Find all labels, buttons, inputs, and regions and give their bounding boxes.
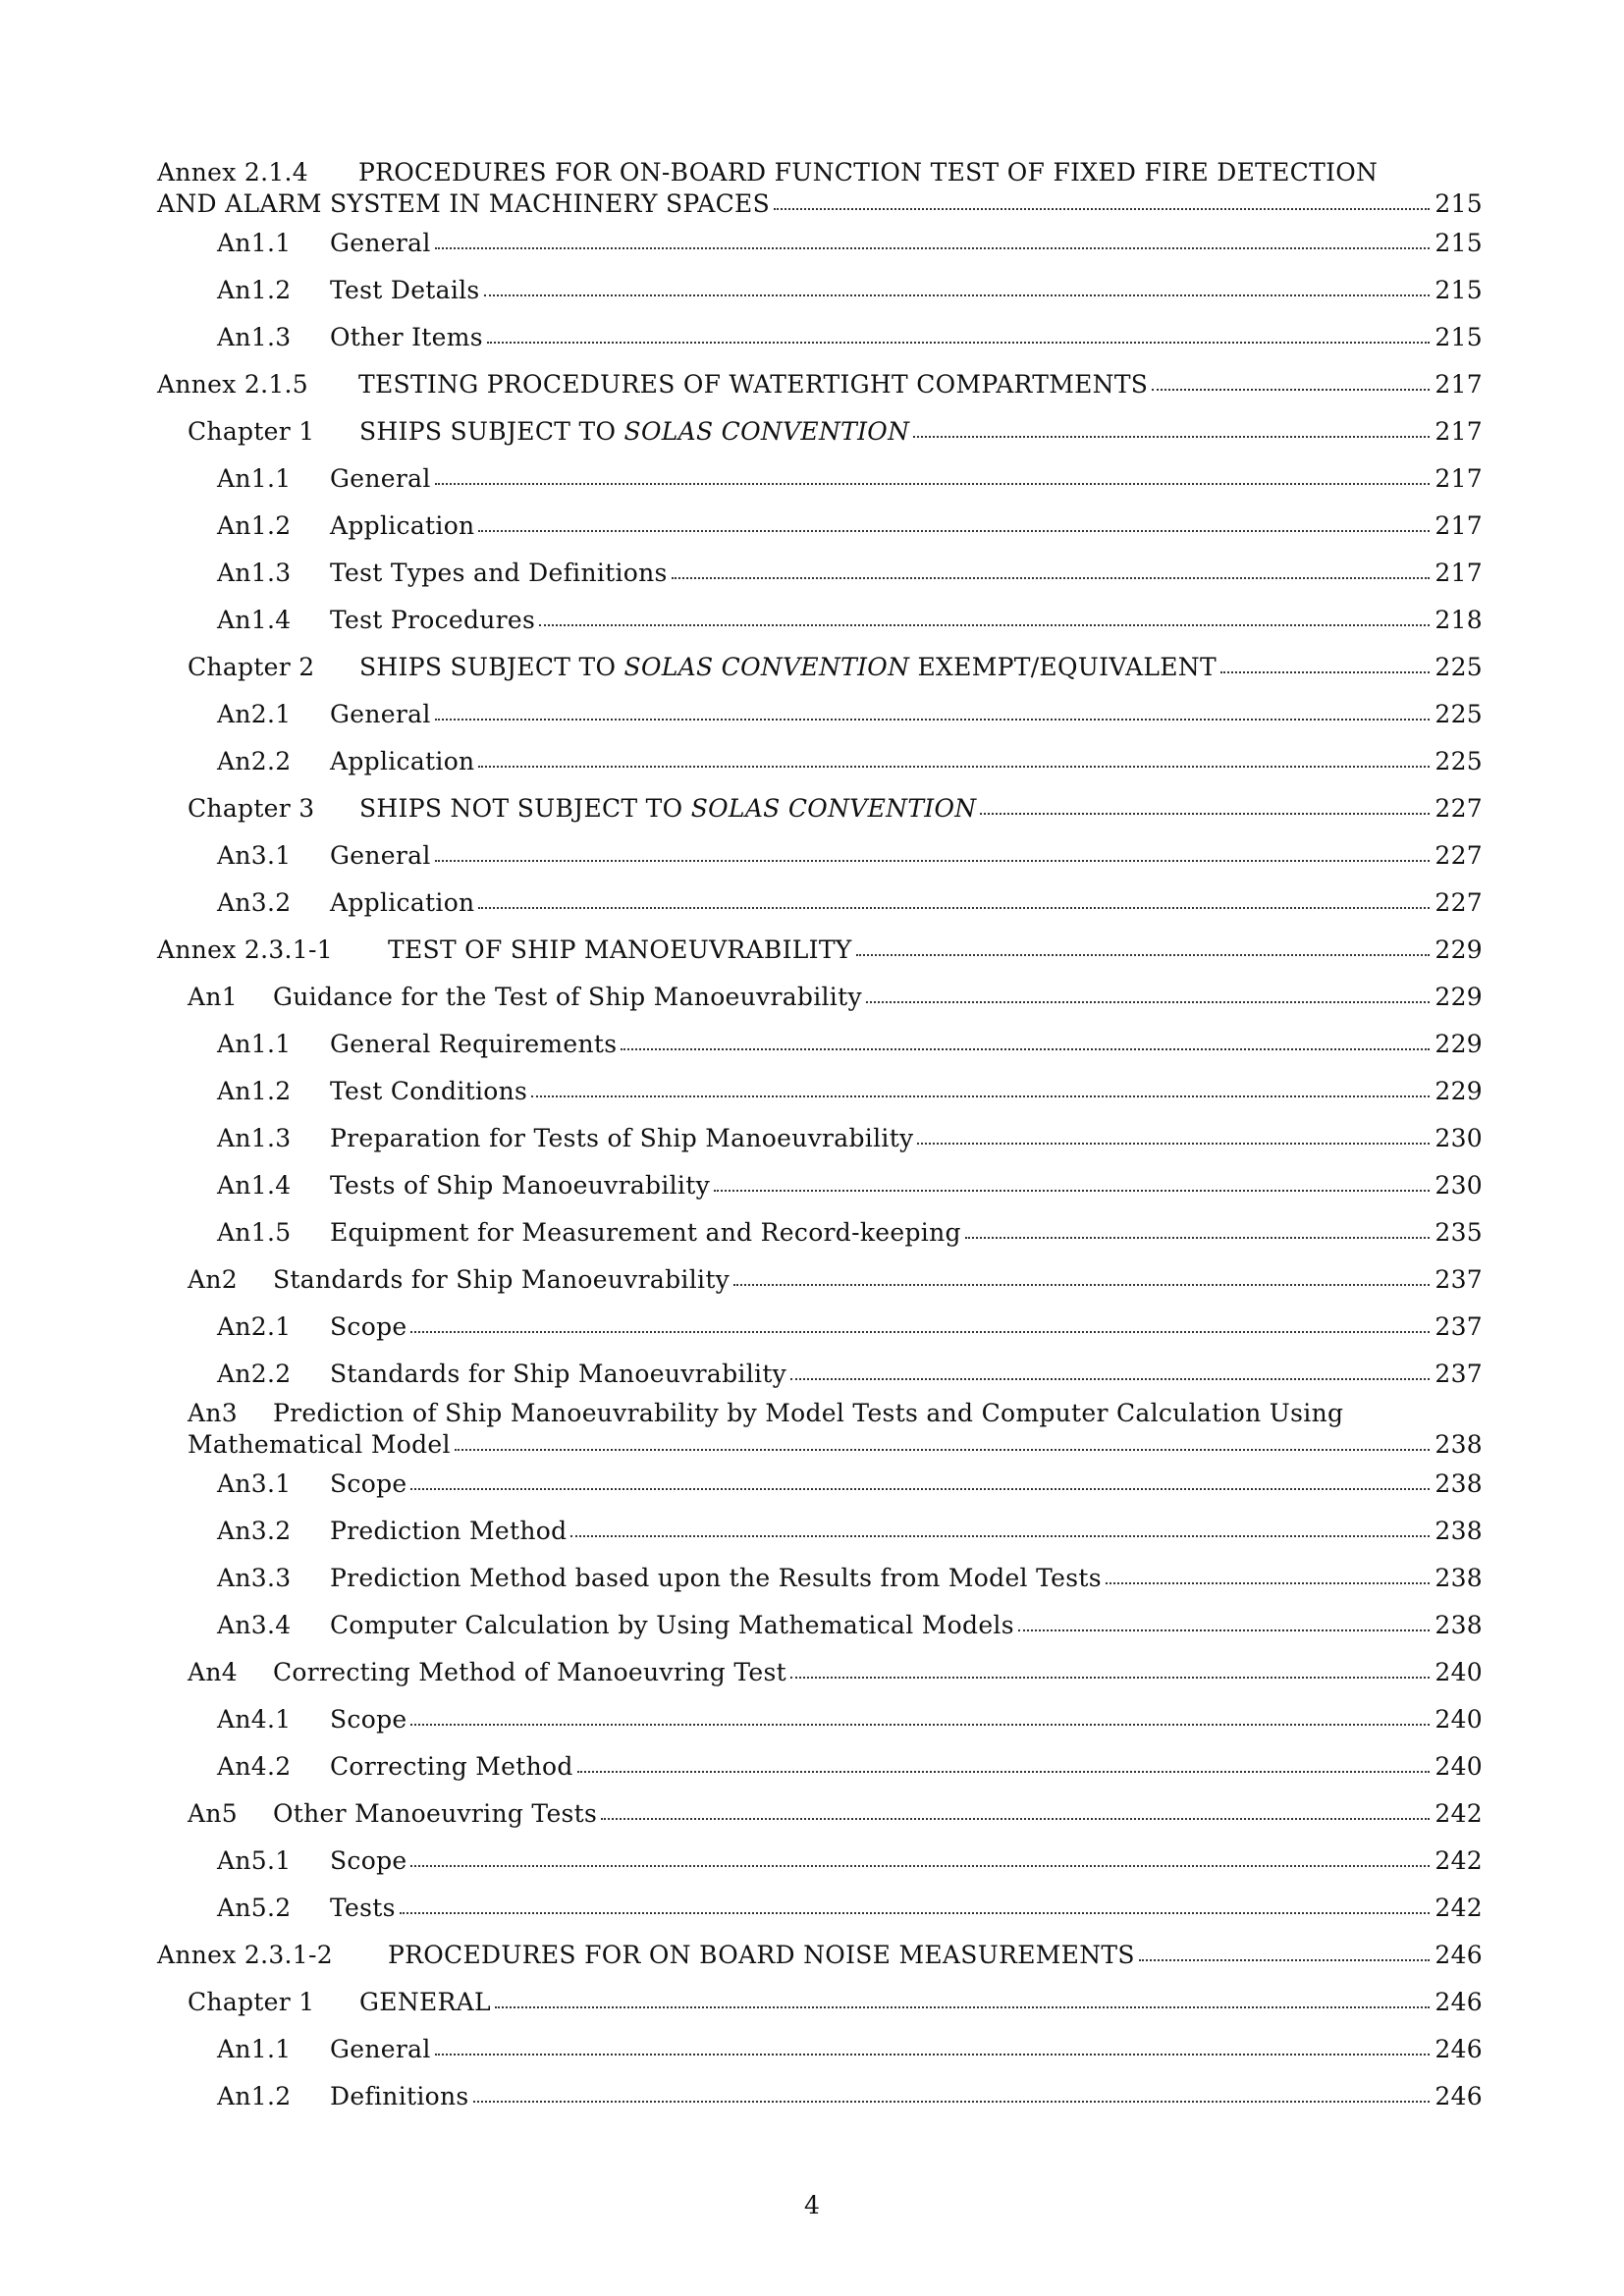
entry-title (330, 2073, 469, 2120)
entry-title (273, 1790, 597, 1838)
entry-title-text: Definitions (330, 2082, 469, 2110)
dot-leader (400, 1912, 1430, 1914)
entry-page: 229 (1435, 935, 1483, 964)
entry-title-continued: Mathematical Model (188, 1430, 451, 1459)
dot-leader (965, 1237, 1430, 1239)
toc-entry[interactable] (157, 691, 1483, 738)
entry-number: An3.2 (217, 1517, 292, 1545)
toc-entry[interactable] (157, 738, 1483, 785)
entry-number: An1.1 (217, 2035, 292, 2063)
entry-number: An3.4 (217, 1611, 292, 1639)
toc-entry[interactable] (157, 1304, 1483, 1351)
entry-number: An1.3 (217, 559, 292, 587)
dot-leader (478, 530, 1430, 532)
toc-entry[interactable] (157, 832, 1483, 880)
entry-title-italic: SOLAS CONVENTION (623, 417, 910, 446)
entry-page: 242 (1435, 1799, 1483, 1828)
entry-number: Annex 2.3.1-2 (157, 1941, 333, 1969)
toc-entry[interactable] (157, 1932, 1483, 1979)
toc-entry[interactable] (157, 2026, 1483, 2073)
dot-leader (410, 1724, 1430, 1726)
entry-number: An2.1 (217, 1312, 292, 1341)
entry-page: 229 (1435, 1030, 1483, 1058)
entry-title-text: Test Conditions (330, 1077, 528, 1105)
toc-entry-line (157, 1256, 1483, 1304)
entry-page: 227 (1435, 794, 1483, 823)
toc-entry-line (157, 880, 1483, 927)
entry-title-text: TESTING PROCEDURES OF WATERTIGHT COMPARTMENTS (358, 370, 1149, 399)
entry-title-text: Guidance for the Test of Ship Manoeuvrability (273, 983, 862, 1011)
entry-title-text: Tests (330, 1894, 396, 1922)
dot-leader (917, 1143, 1430, 1145)
entry-number: Chapter 1 (188, 417, 315, 446)
toc-entry-line (157, 1429, 1483, 1461)
page-number: 4 (804, 2191, 820, 2219)
dot-leader (774, 208, 1430, 210)
toc-entry-line (157, 1696, 1483, 1743)
entry-title-text: Prediction Method based upon the Results from Model Tests (330, 1564, 1102, 1592)
entry-title (330, 1162, 710, 1209)
toc-entry-line (157, 1068, 1483, 1115)
entry-title (330, 597, 535, 644)
entry-title-text: General (330, 464, 431, 493)
entry-title-text: Other Manoeuvring Tests (273, 1799, 598, 1828)
dot-leader (478, 766, 1430, 768)
entry-number: An3.2 (217, 888, 292, 917)
entry-title (330, 1209, 961, 1256)
entry-number: Annex 2.3.1-1 (157, 935, 333, 964)
toc-entry-line (157, 1979, 1483, 2026)
entry-title (330, 880, 474, 927)
toc-entry[interactable] (157, 1649, 1483, 1696)
entry-title-text: Scope (330, 1312, 407, 1341)
entry-title-text: SHIPS SUBJECT TO (359, 417, 624, 446)
entry-title (273, 974, 862, 1021)
toc-entry[interactable] (157, 974, 1483, 1021)
entry-page: 217 (1435, 370, 1483, 399)
entry-title-continued: AND ALARM SYSTEM IN MACHINERY SPACES (157, 189, 771, 218)
entry-title (358, 361, 1148, 408)
entry-title (330, 1555, 1102, 1602)
entry-page: 238 (1435, 1517, 1483, 1545)
entry-title-text: Application (330, 747, 475, 775)
toc-entry-line (157, 550, 1483, 597)
entry-number: An3.1 (217, 1469, 292, 1498)
entry-title-text: TEST OF SHIP MANOEUVRABILITY (388, 935, 852, 964)
dot-leader (435, 2054, 1430, 2056)
dot-leader (539, 624, 1430, 626)
dot-leader (487, 342, 1430, 344)
toc-entry-line (157, 503, 1483, 550)
dot-leader (980, 813, 1430, 815)
toc-entry-line (157, 691, 1483, 738)
entry-number: An1.4 (217, 606, 292, 634)
toc-entry[interactable] (157, 1162, 1483, 1209)
entry-number: An1.2 (217, 1077, 292, 1105)
entry-title-text: PROCEDURES FOR ON BOARD NOISE MEASUREMENTS (388, 1941, 1135, 1969)
entry-title (330, 2026, 431, 2073)
entry-page: 238 (1435, 1469, 1483, 1498)
entry-number: An1.1 (217, 464, 292, 493)
entry-title (330, 1021, 617, 1068)
toc-entry-line (157, 408, 1483, 455)
entry-page: 225 (1435, 653, 1483, 681)
toc-entry[interactable] (157, 2073, 1483, 2120)
toc-entry[interactable] (157, 408, 1483, 455)
entry-page: 237 (1435, 1360, 1483, 1388)
toc-entry[interactable] (157, 1068, 1483, 1115)
entry-number: Chapter 1 (188, 1988, 315, 2016)
entry-title (330, 1838, 406, 1885)
entry-number: Chapter 3 (188, 794, 315, 823)
toc-entry[interactable] (157, 314, 1483, 361)
entry-number: An1.2 (217, 276, 292, 304)
toc-entry-line (157, 314, 1483, 361)
entry-page: 242 (1435, 1846, 1483, 1875)
entry-page: 227 (1435, 888, 1483, 917)
toc-entry[interactable] (157, 550, 1483, 597)
toc-entry[interactable] (157, 1696, 1483, 1743)
entry-page: 215 (1435, 229, 1483, 257)
toc-entry[interactable] (157, 1461, 1483, 1508)
dot-leader (455, 1449, 1430, 1451)
toc-entry-line (157, 1602, 1483, 1649)
entry-title (359, 785, 976, 832)
toc-entry-line (157, 1461, 1483, 1508)
entry-number: Annex 2.1.5 (157, 370, 309, 399)
entry-page: 240 (1435, 1658, 1483, 1686)
dot-leader (714, 1190, 1430, 1192)
toc-entry[interactable] (157, 220, 1483, 267)
toc-entry[interactable] (157, 1979, 1483, 2026)
entry-title-text: General Requirements (330, 1030, 618, 1058)
entry-number: An1.1 (217, 229, 292, 257)
toc-entry-line (157, 1838, 1483, 1885)
entry-title (273, 1256, 730, 1304)
entry-title-text: Scope (330, 1705, 407, 1734)
entry-page: 215 (1435, 276, 1483, 304)
entry-number: An1.4 (217, 1171, 292, 1200)
dot-leader (790, 1378, 1430, 1380)
entry-number: An1.1 (217, 1030, 292, 1058)
toc-entry-line (157, 1162, 1483, 1209)
dot-leader (1106, 1582, 1430, 1584)
dot-leader (733, 1284, 1430, 1286)
entry-page: 215 (1435, 189, 1483, 218)
toc-entry-line (157, 1932, 1483, 1979)
entry-page: 246 (1435, 1941, 1483, 1969)
entry-page: 230 (1435, 1124, 1483, 1152)
dot-leader (1152, 389, 1430, 391)
entry-title (330, 1068, 527, 1115)
entry-title-text: Preparation for Tests of Ship Manoeuvrability (330, 1124, 914, 1152)
entry-title (330, 1602, 1014, 1649)
entry-page: 229 (1435, 1077, 1483, 1105)
entry-title (330, 1885, 396, 1932)
toc-entry-line (157, 1209, 1483, 1256)
toc-entry-line (157, 1398, 1483, 1429)
entry-title: PROCEDURES FOR ON-BOARD FUNCTION TEST OF FIXED FIRE DETECTION (358, 158, 1379, 187)
entry-title (330, 1696, 406, 1743)
entry-title (330, 832, 431, 880)
dot-leader (410, 1488, 1430, 1490)
dot-leader (1139, 1959, 1430, 1961)
toc-entry[interactable] (157, 1508, 1483, 1555)
entry-title (330, 1115, 913, 1162)
toc-entry[interactable] (157, 927, 1483, 974)
entry-title (388, 1932, 1135, 1979)
entry-title-text: GENERAL (359, 1988, 491, 2016)
dot-leader (570, 1535, 1430, 1537)
dot-leader (1220, 671, 1430, 673)
dot-leader (435, 483, 1430, 485)
entry-number: An5.2 (217, 1894, 292, 1922)
entry-title-text: Prediction Method (330, 1517, 568, 1545)
entry-page: 225 (1435, 747, 1483, 775)
entry-number: An5.1 (217, 1846, 292, 1875)
entry-title-text: Other Items (330, 323, 483, 351)
dot-leader (1018, 1629, 1430, 1631)
toc-entry-line (157, 1304, 1483, 1351)
entry-page: 217 (1435, 417, 1483, 446)
entry-title (330, 1508, 567, 1555)
entry-page: 242 (1435, 1894, 1483, 1922)
entry-page: 238 (1435, 1564, 1483, 1592)
table-of-contents (157, 157, 1483, 2120)
toc-entry-line (157, 2073, 1483, 2120)
entry-number: Chapter 2 (188, 653, 315, 681)
entry-title-text: Tests of Ship Manoeuvrability (330, 1171, 710, 1200)
toc-entry[interactable] (157, 1555, 1483, 1602)
entry-title-text: Correcting Method (330, 1752, 573, 1781)
toc-entry-line (157, 1743, 1483, 1790)
entry-title (359, 644, 1217, 691)
entry-page: 246 (1435, 2035, 1483, 2063)
entry-title-text: SHIPS NOT SUBJECT TO (359, 794, 691, 823)
entry-number: An4.2 (217, 1752, 292, 1781)
dot-leader (478, 907, 1430, 909)
entry-number: An3.1 (217, 841, 292, 870)
entry-title (330, 1304, 406, 1351)
entry-number: An2.2 (217, 747, 292, 775)
toc-entry[interactable] (157, 1602, 1483, 1649)
entry-title-text: General (330, 229, 431, 257)
entry-title (330, 738, 474, 785)
entry-page: 227 (1435, 841, 1483, 870)
entry-number: An1.2 (217, 2082, 292, 2110)
entry-page: 217 (1435, 559, 1483, 587)
entry-title-text: Standards for Ship Manoeuvrability (330, 1360, 787, 1388)
entry-page: 225 (1435, 700, 1483, 728)
entry-number: An1.3 (217, 323, 292, 351)
entry-title-italic: SOLAS CONVENTION (690, 794, 977, 823)
entry-number: An4.1 (217, 1705, 292, 1734)
entry-title (330, 220, 431, 267)
toc-entry[interactable] (157, 644, 1483, 691)
toc-entry[interactable] (157, 361, 1483, 408)
entry-number: An1.5 (217, 1218, 292, 1247)
toc-entry-line (157, 644, 1483, 691)
entry-page: 246 (1435, 2082, 1483, 2110)
toc-entry-line (157, 1790, 1483, 1838)
entry-number: An5 (188, 1799, 238, 1828)
entry-number: An1.2 (217, 511, 292, 540)
entry-title-text: Equipment for Measurement and Record-keeping (330, 1218, 961, 1247)
entry-title-text: Correcting Method of Manoeuvring Test (273, 1658, 786, 1686)
toc-entry[interactable] (157, 1256, 1483, 1304)
entry-page: 235 (1435, 1218, 1483, 1247)
entry-title (330, 1743, 573, 1790)
toc-entry[interactable] (157, 503, 1483, 550)
entry-page: 238 (1435, 1611, 1483, 1639)
entry-title-text: Test Details (330, 276, 480, 304)
toc-entry-line (157, 1508, 1483, 1555)
dot-leader (435, 860, 1430, 862)
entry-page: 237 (1435, 1265, 1483, 1294)
entry-page: 229 (1435, 983, 1483, 1011)
toc-entry-line (157, 455, 1483, 503)
dot-leader (473, 2101, 1430, 2103)
toc-entry-line (157, 1649, 1483, 1696)
entry-title (359, 1979, 491, 2026)
entry-number: Annex 2.1.4 (157, 158, 309, 187)
entry-title-text: Application (330, 888, 475, 917)
toc-entry-line (157, 1115, 1483, 1162)
entry-title-text: General (330, 841, 431, 870)
entry-title (330, 314, 483, 361)
toc-entry-line (157, 974, 1483, 1021)
toc-entry-line (157, 361, 1483, 408)
entry-page: 237 (1435, 1312, 1483, 1341)
entry-number: An3.3 (217, 1564, 292, 1592)
entry-number: An1.3 (217, 1124, 292, 1152)
toc-entry[interactable] (157, 1021, 1483, 1068)
entry-title-text: Scope (330, 1469, 407, 1498)
entry-title (330, 550, 668, 597)
toc-entry[interactable] (157, 1351, 1483, 1398)
entry-title-text: Test Types and Definitions (330, 559, 668, 587)
toc-entry[interactable] (157, 1743, 1483, 1790)
toc-entry-line (157, 1885, 1483, 1932)
entry-title (330, 503, 474, 550)
entry-title (330, 267, 480, 314)
dot-leader (672, 577, 1430, 579)
toc-entry-line (157, 785, 1483, 832)
toc-entry-line (157, 188, 1483, 220)
entry-number: An4 (188, 1658, 238, 1686)
entry-title-text: SHIPS SUBJECT TO (359, 653, 624, 681)
entry-page: 240 (1435, 1752, 1483, 1781)
entry-title-text: General (330, 700, 431, 728)
toc-entry-line (157, 157, 1483, 188)
dot-leader (601, 1818, 1430, 1820)
entry-page: 217 (1435, 511, 1483, 540)
toc-entry-line (157, 2026, 1483, 2073)
entry-title (330, 455, 431, 503)
entry-title-text: Standards for Ship Manoeuvrability (273, 1265, 731, 1294)
toc-entry-line (157, 1021, 1483, 1068)
entry-title-italic: SOLAS CONVENTION (623, 653, 910, 681)
entry-title-text: Test Procedures (330, 606, 536, 634)
toc-entry[interactable] (157, 1398, 1483, 1461)
dot-leader (856, 954, 1430, 956)
toc-entry-line (157, 1555, 1483, 1602)
toc-entry[interactable] (157, 157, 1483, 220)
entry-number: An2 (188, 1265, 238, 1294)
dot-leader (790, 1677, 1430, 1679)
dot-leader (913, 436, 1430, 438)
dot-leader (531, 1095, 1430, 1097)
toc-entry[interactable] (157, 1115, 1483, 1162)
entry-title: Prediction of Ship Manoeuvrability by Model Tests and Computer Calculation Using (273, 1399, 1344, 1427)
toc-entry-line (157, 832, 1483, 880)
toc-entry[interactable] (157, 267, 1483, 314)
toc-entry[interactable] (157, 1885, 1483, 1932)
entry-number: An3 (188, 1399, 238, 1427)
entry-page: 246 (1435, 1988, 1483, 2016)
toc-entry-line (157, 597, 1483, 644)
toc-entry[interactable] (157, 1209, 1483, 1256)
entry-title-text: General (330, 2035, 431, 2063)
dot-leader (410, 1865, 1430, 1867)
toc-entry[interactable] (157, 785, 1483, 832)
toc-entry[interactable] (157, 1838, 1483, 1885)
dot-leader (484, 294, 1430, 296)
entry-page: 230 (1435, 1171, 1483, 1200)
entry-title (273, 1649, 786, 1696)
entry-title (359, 408, 909, 455)
entry-number: An1 (188, 983, 238, 1011)
entry-page: 217 (1435, 464, 1483, 493)
entry-title-text: Computer Calculation by Using Mathematical Models (330, 1611, 1014, 1639)
toc-entry-line (157, 220, 1483, 267)
entry-page: 240 (1435, 1705, 1483, 1734)
dot-leader (621, 1048, 1430, 1050)
dot-leader (577, 1771, 1430, 1773)
dot-leader (866, 1001, 1430, 1003)
entry-number: An2.2 (217, 1360, 292, 1388)
toc-entry[interactable] (157, 1790, 1483, 1838)
toc-entry-line (157, 267, 1483, 314)
entry-title (388, 927, 852, 974)
entry-page: 218 (1435, 606, 1483, 634)
toc-entry-line (157, 738, 1483, 785)
entry-number: An2.1 (217, 700, 292, 728)
entry-title (330, 1351, 786, 1398)
toc-entry[interactable] (157, 455, 1483, 503)
entry-title-text: Scope (330, 1846, 407, 1875)
dot-leader (435, 247, 1430, 249)
entry-title-text: Application (330, 511, 475, 540)
entry-page: 215 (1435, 323, 1483, 351)
entry-title (330, 691, 431, 738)
entry-page: 238 (1435, 1430, 1483, 1459)
toc-entry[interactable] (157, 597, 1483, 644)
toc-entry[interactable] (157, 880, 1483, 927)
toc-entry-line (157, 927, 1483, 974)
toc-entry-line (157, 1351, 1483, 1398)
dot-leader (435, 719, 1430, 721)
dot-leader (495, 2006, 1430, 2008)
entry-title (330, 1461, 406, 1508)
dot-leader (410, 1331, 1430, 1333)
entry-title-after: EXEMPT/EQUIVALENT (909, 653, 1217, 681)
